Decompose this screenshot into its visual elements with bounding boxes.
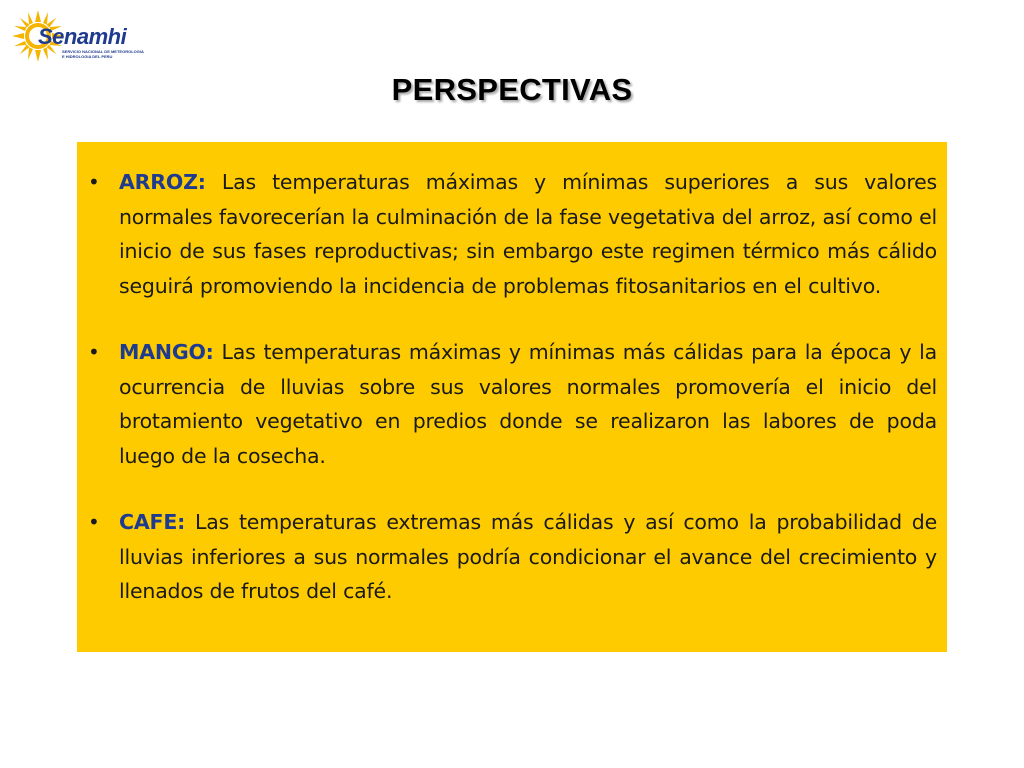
bullet-text-cafe: Las temperaturas extremas más cálidas y así como la probabilidad de lluvias inferiores a sus normales podría condicionar el avance del crecimiento y llenados de frutos del café. <box>119 510 937 603</box>
bullet-cafe <box>88 505 937 609</box>
crop-label-mango: MANGO: <box>119 340 214 364</box>
bullet-dot: • <box>88 170 100 194</box>
senamhi-logo <box>10 8 145 64</box>
bullet-mango <box>88 335 937 473</box>
logo-name: Senamhi <box>38 24 127 49</box>
logo-subtitle: SERVICIO NACIONAL DE METEOROLOGIA E HIDROLOGIA DEL PERU <box>62 49 144 59</box>
page-title: PERSPECTIVAS <box>391 72 633 107</box>
crop-label-arroz: ARROZ: <box>119 170 206 194</box>
bullet-dot: • <box>88 340 100 364</box>
bullet-arroz <box>88 165 937 303</box>
bullet-text-arroz: Las temperaturas máximas y mínimas superiores a sus valores normales favorecerían la culminación de la fase vegetativa del arroz, así como el inicio de sus fases reproductivas; sin embargo este regimen térmico más cálido seguirá promoviendo la incidencia de problemas fitosanitarios en el cultivo. <box>119 170 937 298</box>
crop-label-cafe: CAFE: <box>119 510 186 534</box>
bullet-text-mango: Las temperaturas máximas y mínimas más cálidas para la época y la ocurrencia de lluvias sobre sus valores normales promovería el inicio del brotamiento vegetativo en predios donde se realizaron las labores de poda luego de la cosecha. <box>119 340 937 468</box>
bullet-dot: • <box>88 510 100 534</box>
content-box <box>77 142 947 652</box>
